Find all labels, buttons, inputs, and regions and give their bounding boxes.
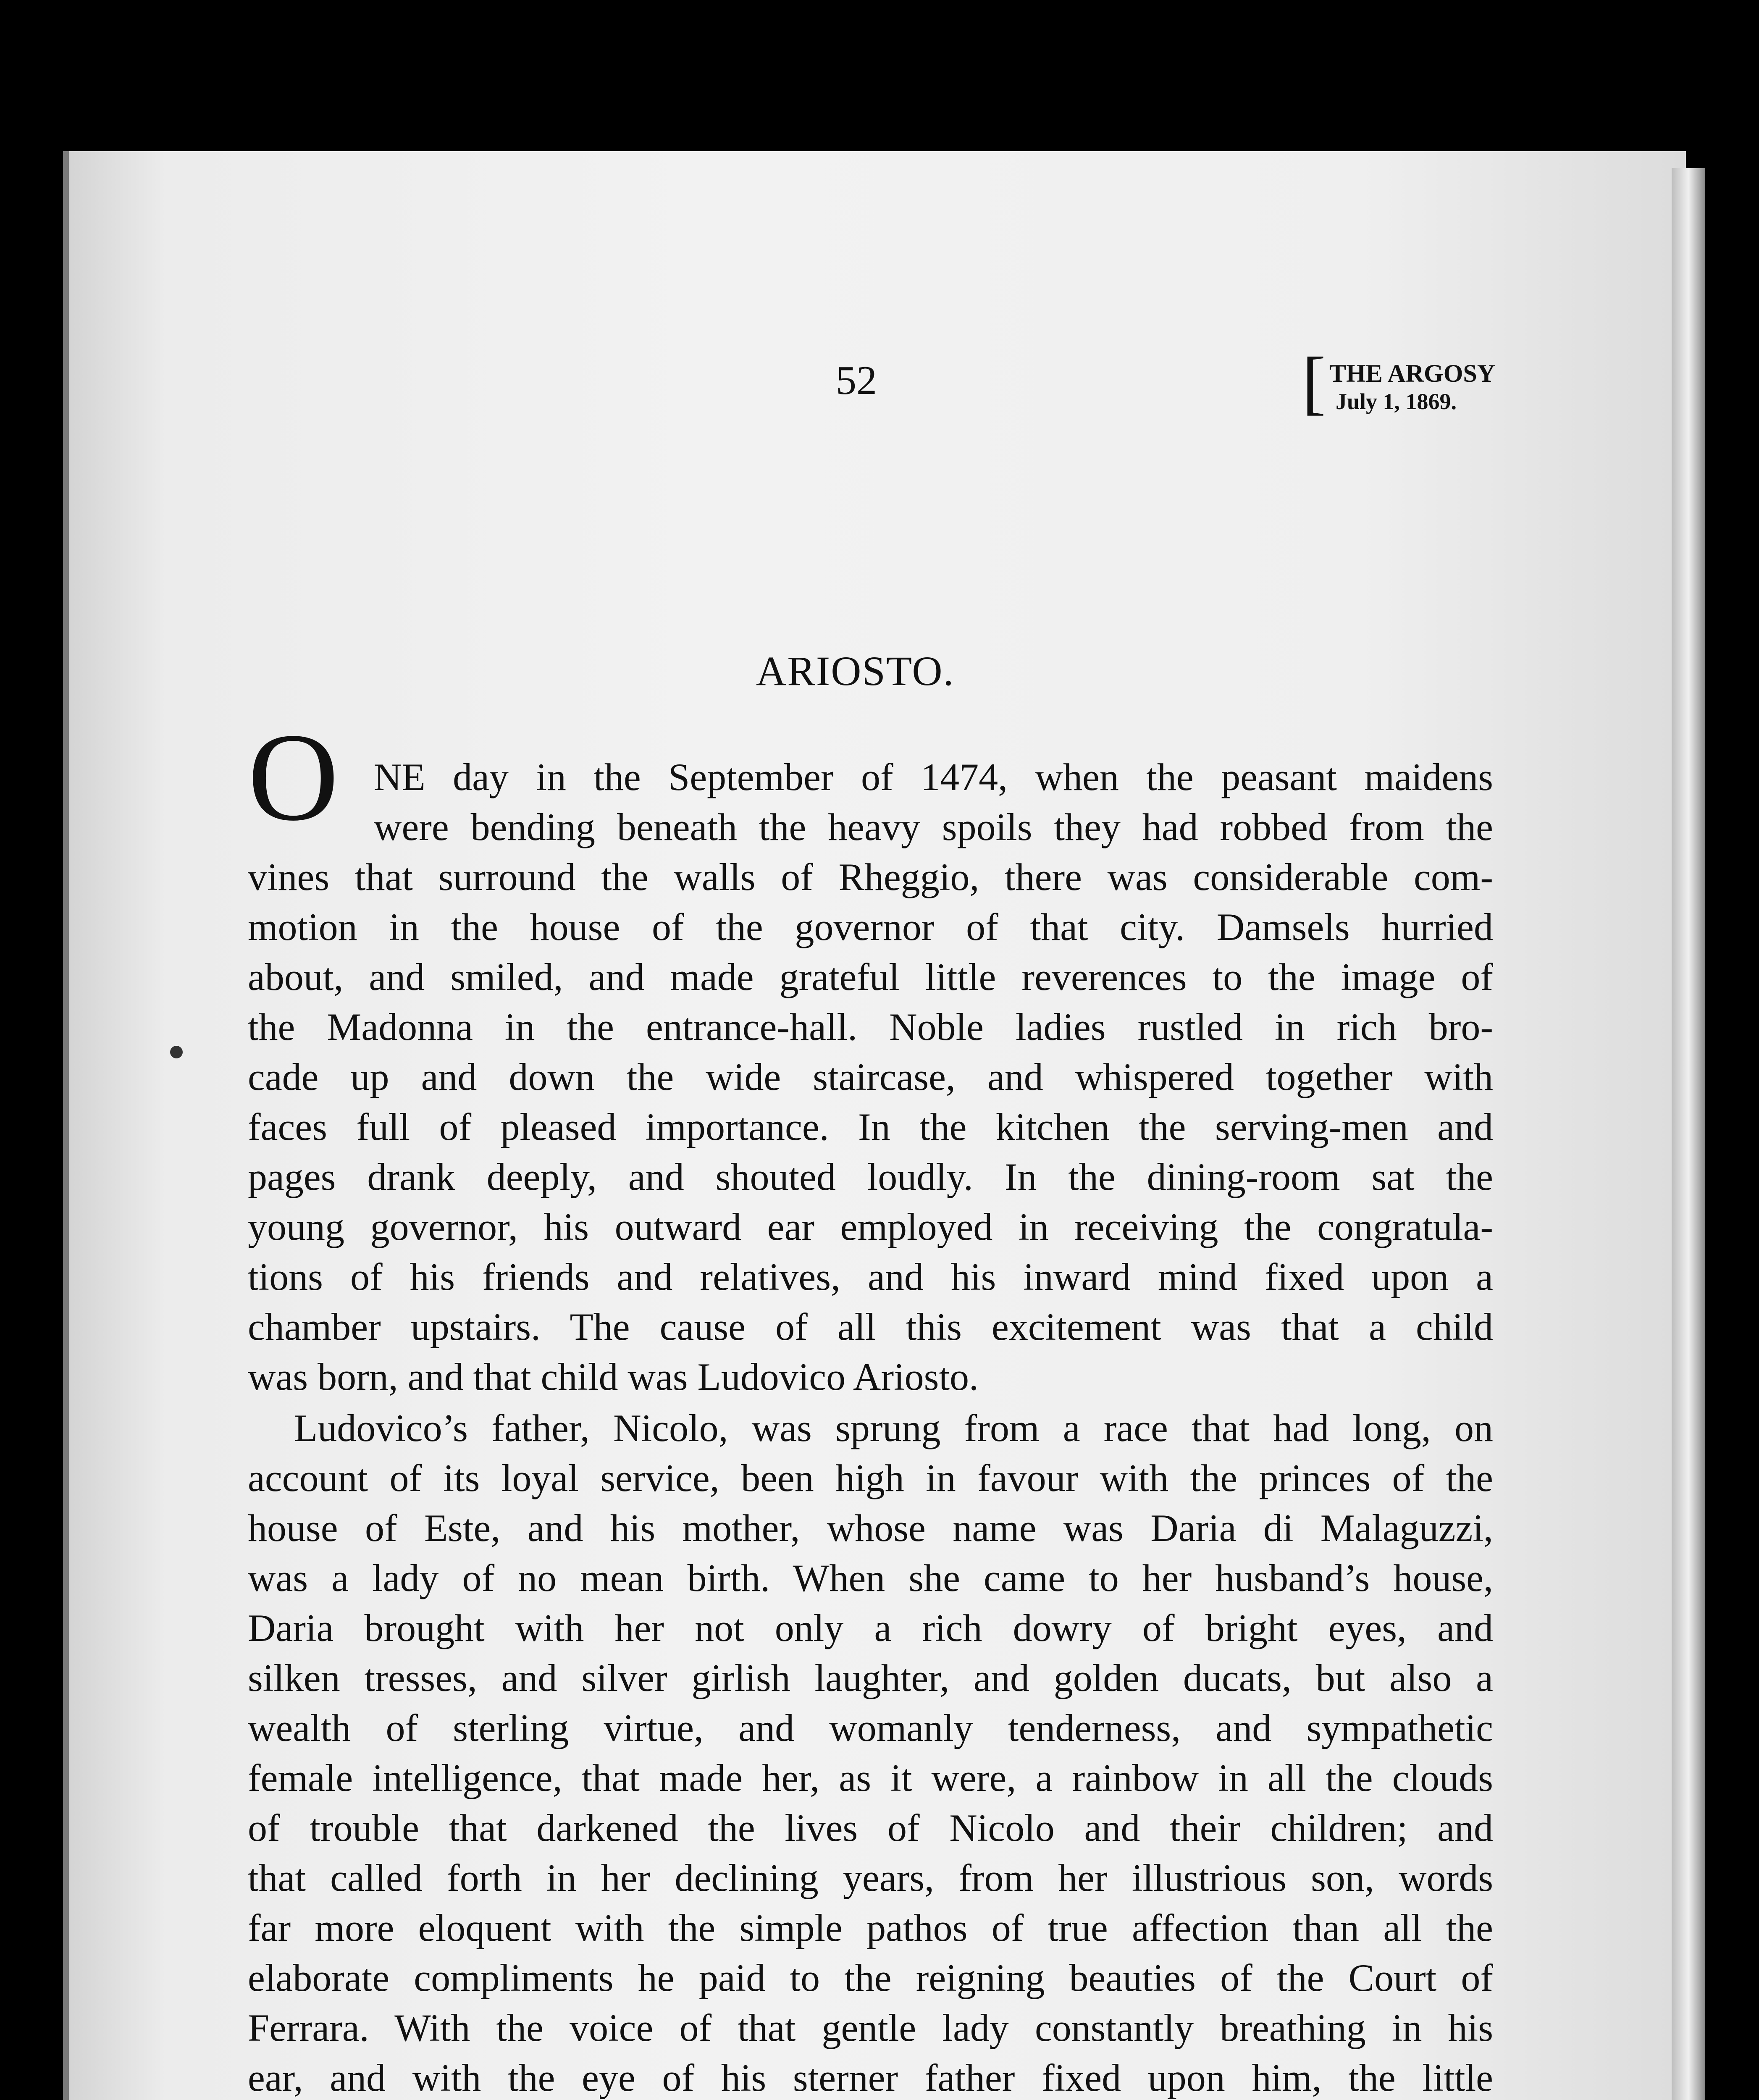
- text-line: house of Este, and his mother, whose name was Daria di Malaguzzi,: [248, 1507, 1493, 1549]
- text-line: faces full of pleased importance. In the kitchen the serving-men and: [248, 1105, 1493, 1148]
- text-line: tions of his friends and relatives, and his inward mind fixed upon a: [248, 1255, 1493, 1298]
- text-line: was a lady of no mean birth. When she came to her husband’s house,: [248, 1557, 1493, 1599]
- ink-speck: [170, 1046, 183, 1058]
- text-line: motion in the house of the governor of that city. Damsels hurried: [248, 906, 1493, 948]
- text-line: cade up and down the wide staircase, and whispered together with: [248, 1055, 1493, 1098]
- drop-cap: O: [248, 707, 339, 847]
- text-line: Ludovico’s father, Nicolo, was sprung from a race that had long, on: [294, 1407, 1493, 1449]
- text-line: the Madonna in the entrance-hall. Noble ladies rustled in rich bro-: [248, 1005, 1493, 1048]
- text-line: chamber upstairs. The cause of all this excitement was that a child: [248, 1305, 1493, 1348]
- text-line: Ferrara. With the voice of that gentle lady constantly breathing in his: [248, 2006, 1493, 2049]
- text-line: female intelligence, that made her, as it were, a rainbow in all the clouds: [248, 1756, 1493, 1799]
- text-line: that called forth in her declining years, from her illustrious son, words: [248, 1856, 1493, 1899]
- bracket-glyph: [: [1302, 343, 1326, 422]
- next-page-edge: [1672, 168, 1705, 2100]
- text-line: silken tresses, and silver girlish laughter, and golden ducats, but also a: [248, 1656, 1493, 1699]
- text-line: elaborate compliments he paid to the reigning beauties of the Court of: [248, 1956, 1493, 1999]
- page-number: 52: [836, 358, 877, 403]
- text-line: NE day in the September of 1474, when the peasant maidens: [374, 756, 1493, 798]
- text-line: Daria brought with her not only a rich dowry of bright eyes, and: [248, 1606, 1493, 1649]
- journal-date: July 1, 1869.: [1336, 389, 1457, 414]
- text-line: of trouble that darkened the lives of Nicolo and their children; and: [248, 1806, 1493, 1849]
- text-line: young governor, his outward ear employed in receiving the congratula-: [248, 1205, 1493, 1248]
- text-line: about, and smiled, and made grateful little reverences to the image of: [248, 956, 1493, 998]
- text-line: ear, and with the eye of his sterner father fixed upon him, the little: [248, 2056, 1493, 2099]
- text-line: account of its loyal service, been high in favour with the princes of the: [248, 1457, 1493, 1499]
- text-line: were bending beneath the heavy spoils they had robbed from the: [374, 806, 1493, 848]
- journal-name: THE ARGOSY: [1329, 360, 1496, 387]
- text-line: far more eloquent with the simple pathos of true affection than all the: [248, 1906, 1493, 1949]
- article-title: ARIOSTO.: [756, 648, 955, 694]
- text-line: pages drank deeply, and shouted loudly. In the dining-room sat the: [248, 1155, 1493, 1198]
- text-line: was born, and that child was Ludovico Ariosto.: [248, 1355, 979, 1398]
- text-line: wealth of sterling virtue, and womanly tenderness, and sympathetic: [248, 1706, 1493, 1749]
- text-line: vines that surround the walls of Rheggio, there was considerable com-: [248, 856, 1493, 898]
